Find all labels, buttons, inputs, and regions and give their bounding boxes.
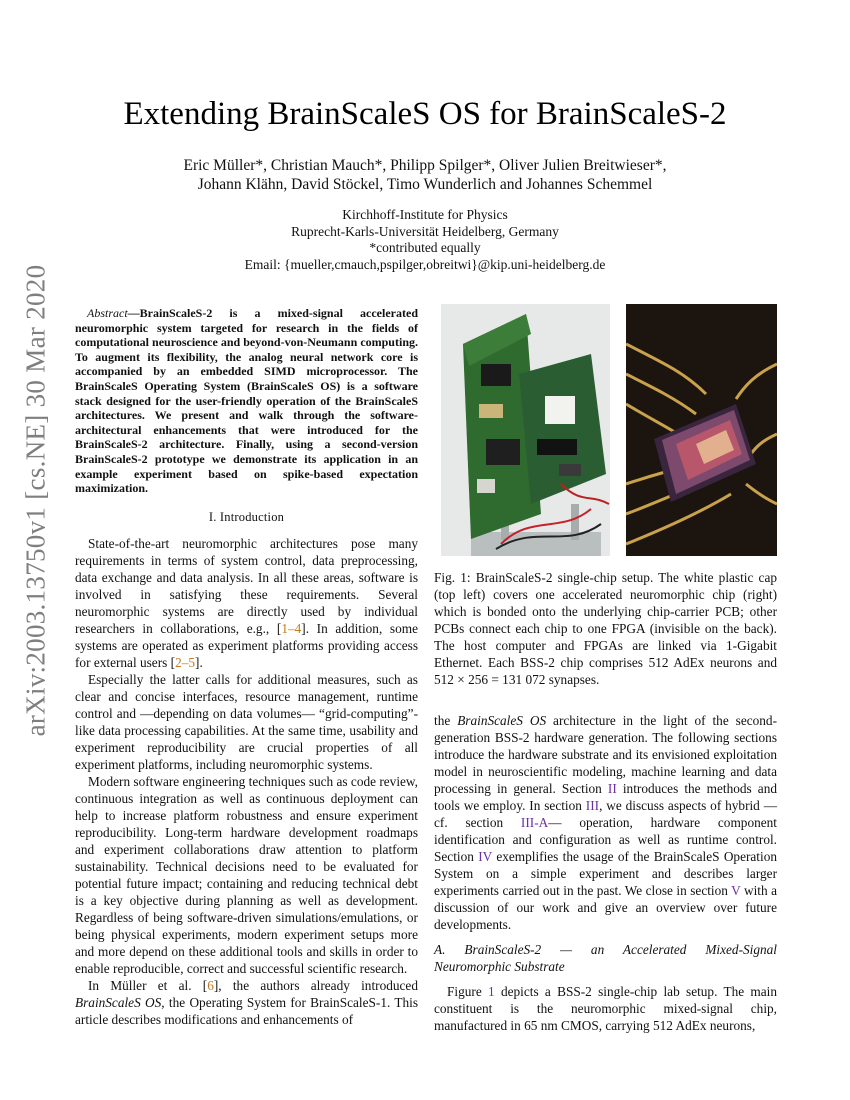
pcb-stack-illustration — [441, 304, 610, 556]
section-heading-introduction: I. Introduction — [208, 509, 285, 524]
section-ref-iv[interactable]: IV — [478, 849, 492, 864]
figure-1-caption: Fig. 1: BrainScaleS-2 single-chip setup. The white plastic cap (top left) covers one accelerated neuromorphic chip (right) which is bonded onto the underlying chip-carrier PCB; other PCBs connect each chip to one FPGA (invisible on the back). The host computer and FPGAs are linked via 1-Gigabit Ethernet. Each BSS-2 chip comprises 512 AdEx neurons and 512 × 256 = 131 072 synapses. — [434, 570, 777, 687]
right-column — [434, 712, 777, 1034]
subsection-heading: A. BrainScaleS-2 — an Accelerated Mixed-Signal Neuromorphic Substrate — [434, 942, 777, 974]
figure-1 — [441, 304, 777, 556]
author-list — [120, 156, 730, 194]
section-ref-iii[interactable]: III — [585, 798, 600, 813]
paper-title: Extending BrainScaleS OS for BrainScaleS-2 — [123, 96, 727, 132]
intro-p4-emphasis: BrainScaleS OS — [75, 994, 162, 1010]
right-p1-c: introduces the methods and tools we employ. In section — [434, 781, 778, 813]
chip-illustration — [626, 304, 777, 556]
citation-link-2-5[interactable]: 2–5 — [175, 654, 196, 670]
intro-paragraph-1 — [75, 535, 418, 671]
citation-link-6[interactable]: 6 — [207, 977, 214, 993]
affiliation-university: Ruprecht-Karls-Universität Heidelberg, Germany — [291, 223, 559, 239]
affiliation-block — [160, 207, 690, 273]
right-p2-b: depicts a BSS-2 single-chip lab setup. The main constituent is the neuromorphic mixed-signal chip, manufactured in 65 nm CMOS, carrying 512 AdEx neurons, — [434, 984, 777, 1033]
citation-link-1-4[interactable]: 1–4 — [281, 620, 302, 636]
email-line[interactable]: Email: {mueller,cmauch,pspilger,obreitwi}@kip.uni-heidelberg.de — [244, 256, 606, 272]
intro-p4-text-c: , the Operating System for BrainScaleS-1. This article describes modifications and enhancements of — [75, 994, 418, 1027]
author-line-2: Johann Klähn, David Stöckel, Timo Wunderlich and Johannes Schemmel — [197, 176, 653, 193]
intro-p1-text-c: ]. — [195, 654, 203, 670]
abstract-lead: Abstract — [87, 306, 128, 320]
right-p1-e: — operation, hardware component identification and configuration as well as runtime control. Section — [434, 815, 777, 864]
right-p1-g: with a discussion of our work and give an overview over future developments. — [434, 883, 777, 932]
intro-p4-text-a: In Müller et al. [ — [88, 977, 208, 993]
right-p2-a: Figure — [447, 984, 489, 999]
right-p1-f: exemplifies the usage of the BrainScaleS Operation System on a simple experiment and describes larger experiments carried out in the past. We close in section — [434, 849, 777, 898]
figure-ref-1[interactable]: 1 — [488, 984, 495, 999]
right-paragraph-1 — [434, 712, 777, 933]
intro-paragraph-3: Modern software engineering techniques such as code review, continuous integration as well as continuous deployment can help to increase platform robustness and ensure experiment reproducibility. Long-term hardware development roadmaps and experiment collaborations draw attention to platform sustainability. Technical decisions need to be evaluated for potential future impact; containing and reducing technical debt is a key objective during planning as well as development. Regardless of being software-driven simulations/emulations, or being physical experiments, modern experiment setups more and more depend on these additional tools and skills in order to enable reproducible, correct and successful scientific research. — [75, 773, 418, 976]
intro-paragraph-2: Especially the latter calls for additional measures, such as clear and concise interfaces, resource management, runtime control and —depending on data volumes— “grid-computing”-like data processing capabilities. At the same time, usability and experiment reproducibility are crucial properties of all experiment platforms, including neuromorphic systems. — [75, 671, 418, 772]
right-p1-a: the — [434, 713, 458, 728]
right-p1-b: architecture in the light of the second-generation BSS-2 hardware generation. The following sections introduce the hardware substrate and its envisioned exploitation model in neuroscientific modeling, machine learning and data processing in general. Section — [434, 713, 778, 796]
equal-contribution-note: *contributed equally — [369, 240, 481, 255]
affiliation-institute: Kirchhoff-Institute for Physics — [342, 207, 508, 222]
intro-paragraph-4 — [75, 977, 418, 1028]
abstract — [75, 306, 418, 496]
intro-p1-text-a: State-of-the-art neuromorphic architectures pose many requirements in terms of system control, data preprocessing, data exchange and data analysis. In all these areas, software is involved in satisfying these requirements. Several neuromorphic systems are directly used by individual researchers in collaborations, e.g., [ — [75, 535, 418, 636]
arxiv-stamp — [18, 264, 54, 736]
intro-p1-text-b: ]. In addition, some systems are operated as experiment platforms providing access for external users [ — [75, 620, 418, 670]
setup-photo — [441, 304, 610, 556]
right-paragraph-2 — [434, 983, 777, 1034]
right-p1-emphasis: BrainScaleS OS — [457, 713, 547, 728]
intro-p4-text-b: ], the authors already introduced — [213, 977, 418, 993]
section-ref-iii-a[interactable]: III-A — [520, 815, 549, 830]
chip-closeup-photo — [626, 304, 777, 556]
section-ref-v[interactable]: V — [731, 883, 741, 898]
author-line-1: Eric Müller*, Christian Mauch*, Philipp Spilger*, Oliver Julien Breitwieser*, — [183, 157, 667, 174]
abstract-text: —BrainScaleS-2 is a mixed-signal accelerated neuromorphic system targeted for research in the fields of computational neuroscience and beyond-von-Neumann computing. To augment its flexibility, the analog neural network core is accompanied by an embedded SIMD microprocessor. The BrainScaleS Operating System (BrainScaleS OS) is a software stack designed for the user-friendly operation of the BrainScaleS architectures. We present and walk through the software-architectural enhancements that were introduced for the BrainScaleS-2 architecture. Finally, using a second-version BrainScaleS-2 prototype we demonstrate its application in an example experiment based on spike-based expectation maximization. — [75, 306, 418, 496]
left-column — [75, 306, 418, 1028]
section-ref-ii[interactable]: II — [607, 781, 617, 796]
right-p1-d: , we discuss aspects of hybrid —cf. section — [434, 798, 777, 830]
arxiv-stamp-text: arXiv:2003.13750v1 [cs.NE] 30 Mar 2020 — [20, 264, 51, 736]
